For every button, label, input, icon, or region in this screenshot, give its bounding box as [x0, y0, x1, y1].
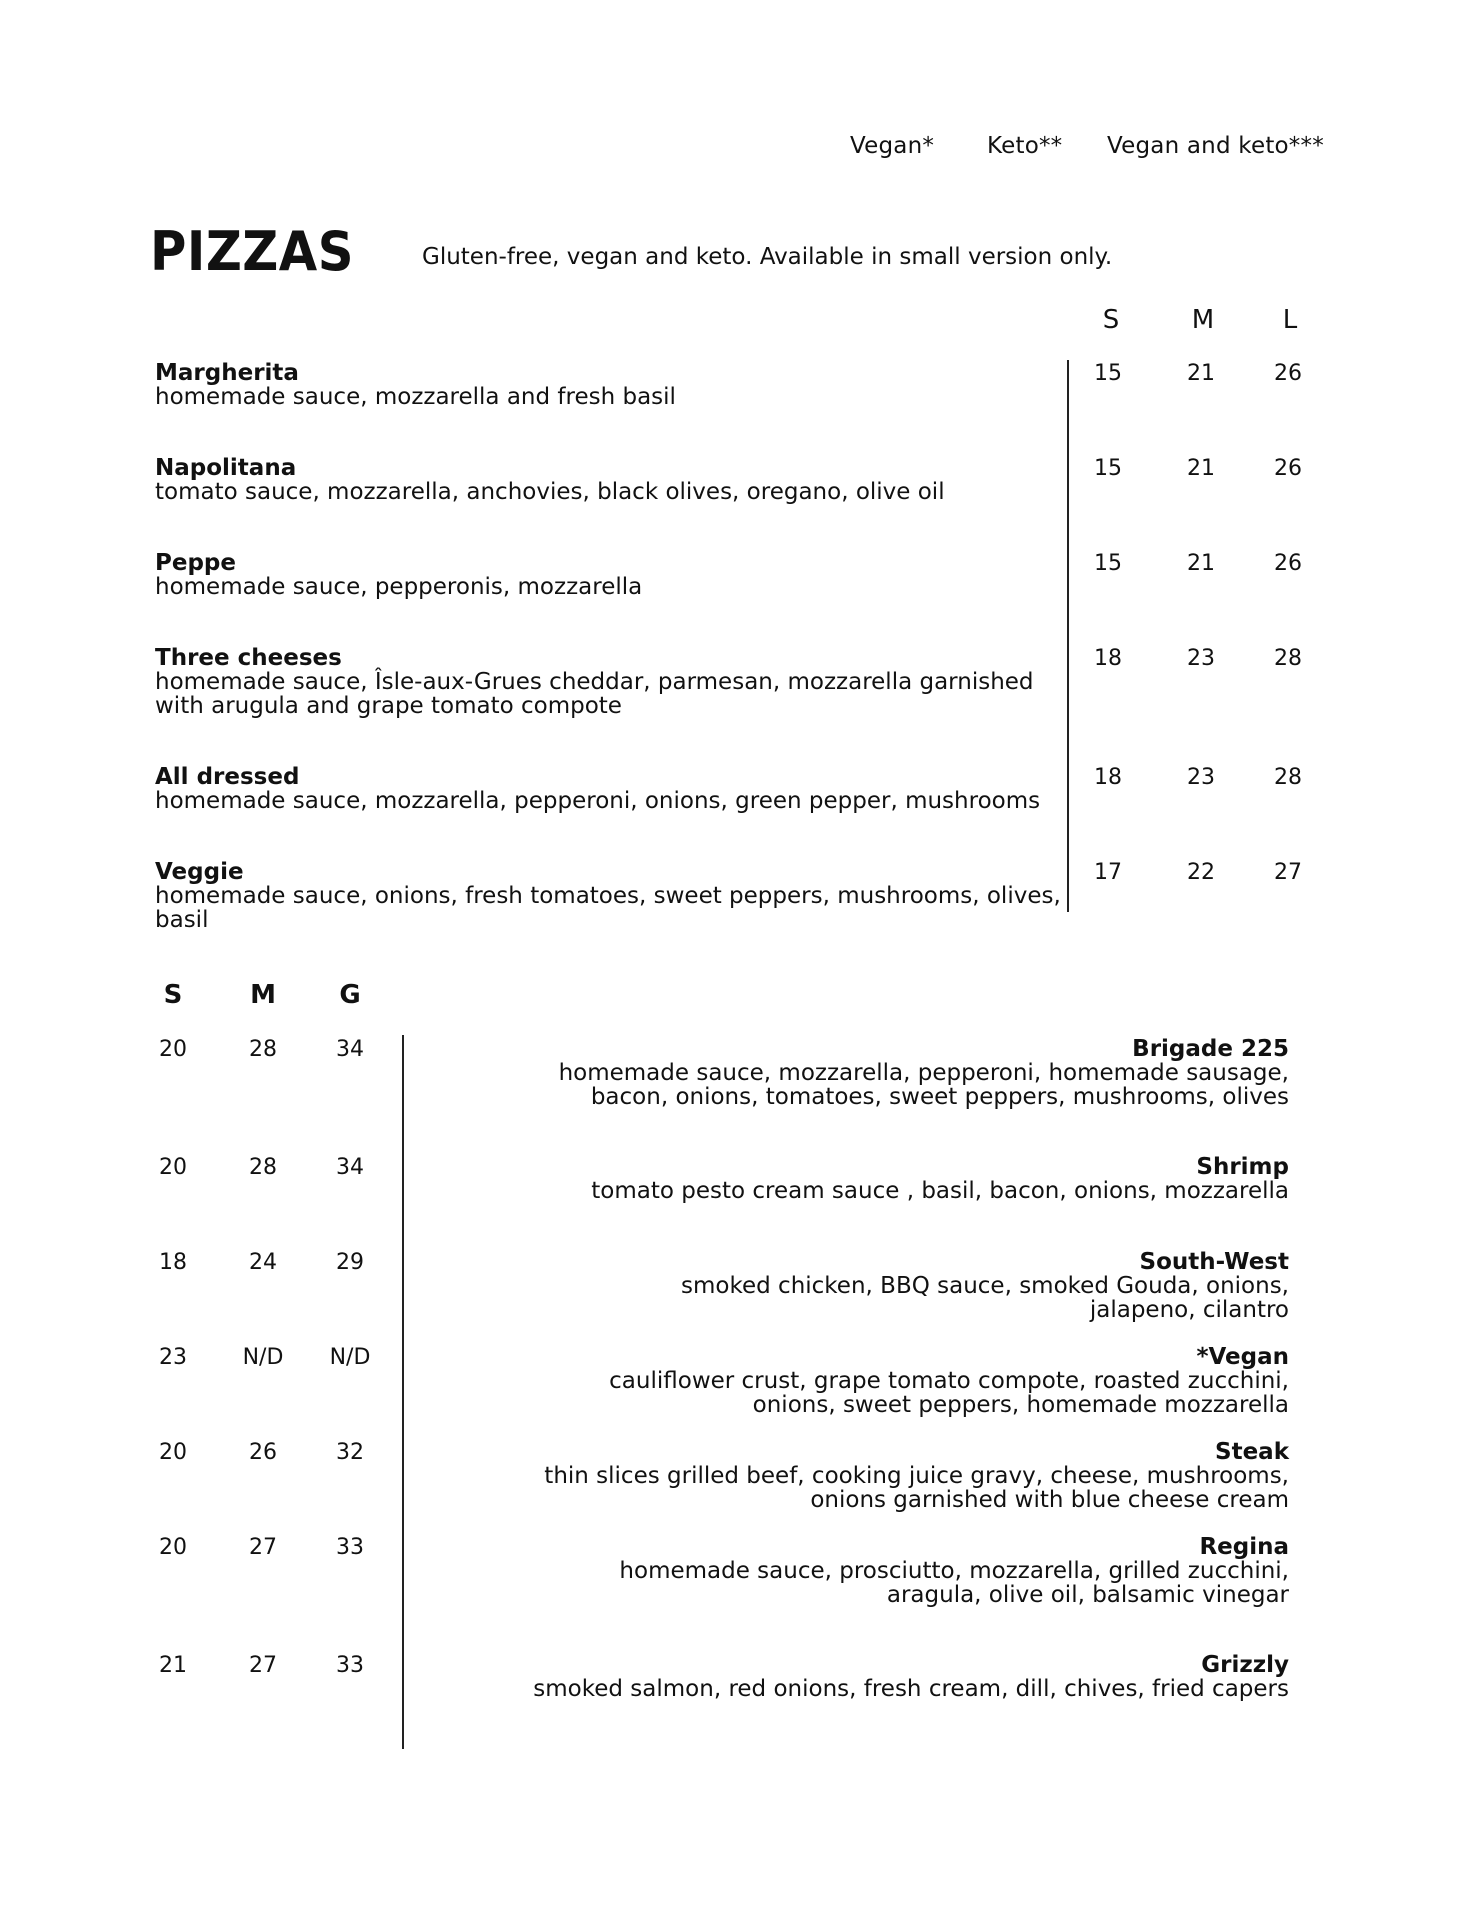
price-s: 20 [159, 1535, 187, 1560]
price-g: 33 [336, 1653, 364, 1678]
price-s: 23 [159, 1345, 187, 1370]
list-item [544, 1440, 1289, 1512]
item-desc: thin slices grilled beef, cooking juice gravy, cheese, mushrooms, [544, 1463, 1289, 1489]
item-desc: aragula, olive oil, balsamic vinegar [886, 1582, 1289, 1608]
item-desc: tomato sauce, mozzarella, anchovies, black olives, oregano, olive oil [155, 479, 945, 505]
item-name: Napolitana [155, 455, 297, 481]
list-item [155, 646, 1034, 718]
section-subtitle: Gluten-free, vegan and keto. Available in small version only. [422, 244, 1113, 270]
price-g: 34 [336, 1037, 364, 1062]
list-item [619, 1535, 1289, 1607]
price-m: 23 [1187, 646, 1215, 671]
price-m: 27 [249, 1653, 277, 1678]
item-desc: homemade sauce, mozzarella and fresh basil [155, 384, 676, 410]
price-s: 20 [159, 1037, 187, 1062]
item-desc: homemade sauce, prosciutto, mozzarella, grilled zucchini, [619, 1558, 1289, 1584]
price-g: 29 [336, 1250, 364, 1275]
price-m: N/D [242, 1345, 284, 1370]
item-name: Regina [1199, 1534, 1289, 1560]
item-desc: homemade sauce, onions, fresh tomatoes, sweet peppers, mushrooms, olives, [155, 883, 1061, 909]
price-l: 26 [1274, 456, 1302, 481]
item-desc: with arugula and grape tomato compote [155, 693, 622, 719]
item-name: Shrimp [1196, 1154, 1289, 1180]
price-m: 28 [249, 1155, 277, 1180]
list-item [533, 1653, 1289, 1701]
item-name: *Vegan [1196, 1344, 1289, 1370]
item-desc: basil [155, 907, 209, 933]
price-m: 21 [1187, 551, 1215, 576]
top-size-s: S [1102, 305, 1120, 335]
item-desc: homemade sauce, mozzarella, pepperoni, homemade sausage, [558, 1060, 1289, 1086]
item-name: Steak [1215, 1439, 1289, 1465]
list-item [155, 860, 1061, 932]
legend-vegan: Vegan* [850, 133, 935, 159]
item-desc: homemade sauce, Îsle-aux-Grues cheddar, parmesan, mozzarella garnished [155, 669, 1034, 695]
price-g: 33 [336, 1535, 364, 1560]
bottom-size-m: M [250, 980, 276, 1010]
item-desc: onions garnished with blue cheese cream [810, 1487, 1289, 1513]
list-item [681, 1250, 1289, 1322]
price-m: 23 [1187, 765, 1215, 790]
price-g: N/D [329, 1345, 371, 1370]
price-l: 28 [1274, 646, 1302, 671]
price-s: 18 [1094, 765, 1122, 790]
item-name: Three cheeses [155, 645, 342, 671]
list-item [155, 456, 945, 504]
bottom-divider [402, 1035, 404, 1749]
price-s: 17 [1094, 860, 1122, 885]
price-m: 21 [1187, 361, 1215, 386]
item-name: Peppe [155, 550, 236, 576]
bottom-size-g: G [339, 980, 361, 1010]
price-m: 28 [249, 1037, 277, 1062]
price-m: 22 [1187, 860, 1215, 885]
legend-vegan-keto: Vegan and keto*** [1107, 133, 1324, 159]
price-s: 18 [1094, 646, 1122, 671]
price-l: 26 [1274, 361, 1302, 386]
price-m: 24 [249, 1250, 277, 1275]
price-s: 15 [1094, 551, 1122, 576]
list-item [591, 1155, 1289, 1203]
list-item [559, 1037, 1289, 1109]
list-item [609, 1345, 1289, 1417]
item-desc: smoked chicken, BBQ sauce, smoked Gouda, onions, [681, 1273, 1289, 1299]
price-g: 34 [336, 1155, 364, 1180]
top-size-l: L [1282, 305, 1298, 335]
item-name: Margherita [155, 360, 299, 386]
list-item [155, 551, 642, 599]
legend-keto: Keto** [987, 133, 1063, 159]
price-m: 27 [249, 1535, 277, 1560]
list-item [155, 361, 676, 409]
item-name: All dressed [155, 764, 300, 790]
price-l: 27 [1274, 860, 1302, 885]
list-item [155, 765, 1040, 813]
item-name: Brigade 225 [1132, 1036, 1289, 1062]
item-desc: onions, sweet peppers, homemade mozzarella [752, 1392, 1289, 1418]
item-desc: homemade sauce, mozzarella, pepperoni, onions, green pepper, mushrooms [155, 788, 1041, 814]
bottom-size-s: S [163, 980, 183, 1010]
price-m: 26 [249, 1440, 277, 1465]
item-desc: bacon, onions, tomatoes, sweet peppers, mushrooms, olives [590, 1084, 1289, 1110]
price-m: 21 [1187, 456, 1215, 481]
item-name: Grizzly [1201, 1652, 1289, 1678]
top-size-m: M [1191, 305, 1215, 335]
item-desc: homemade sauce, pepperonis, mozzarella [155, 574, 643, 600]
item-name: South-West [1139, 1249, 1289, 1275]
price-s: 20 [159, 1440, 187, 1465]
item-desc: jalapeno, cilantro [1089, 1297, 1289, 1323]
price-s: 21 [159, 1653, 187, 1678]
top-divider [1067, 360, 1069, 912]
price-s: 20 [159, 1155, 187, 1180]
price-g: 32 [336, 1440, 364, 1465]
price-s: 15 [1094, 361, 1122, 386]
item-desc: cauliflower crust, grape tomato compote, roasted zucchini, [609, 1368, 1289, 1394]
price-s: 15 [1094, 456, 1122, 481]
price-s: 18 [159, 1250, 187, 1275]
item-desc: smoked salmon, red onions, fresh cream, dill, chives, fried capers [533, 1676, 1289, 1702]
section-title: PIZZAS [150, 220, 354, 283]
item-desc: tomato pesto cream sauce , basil, bacon, onions, mozzarella [591, 1178, 1289, 1204]
price-l: 26 [1274, 551, 1302, 576]
item-name: Veggie [155, 859, 244, 885]
price-l: 28 [1274, 765, 1302, 790]
